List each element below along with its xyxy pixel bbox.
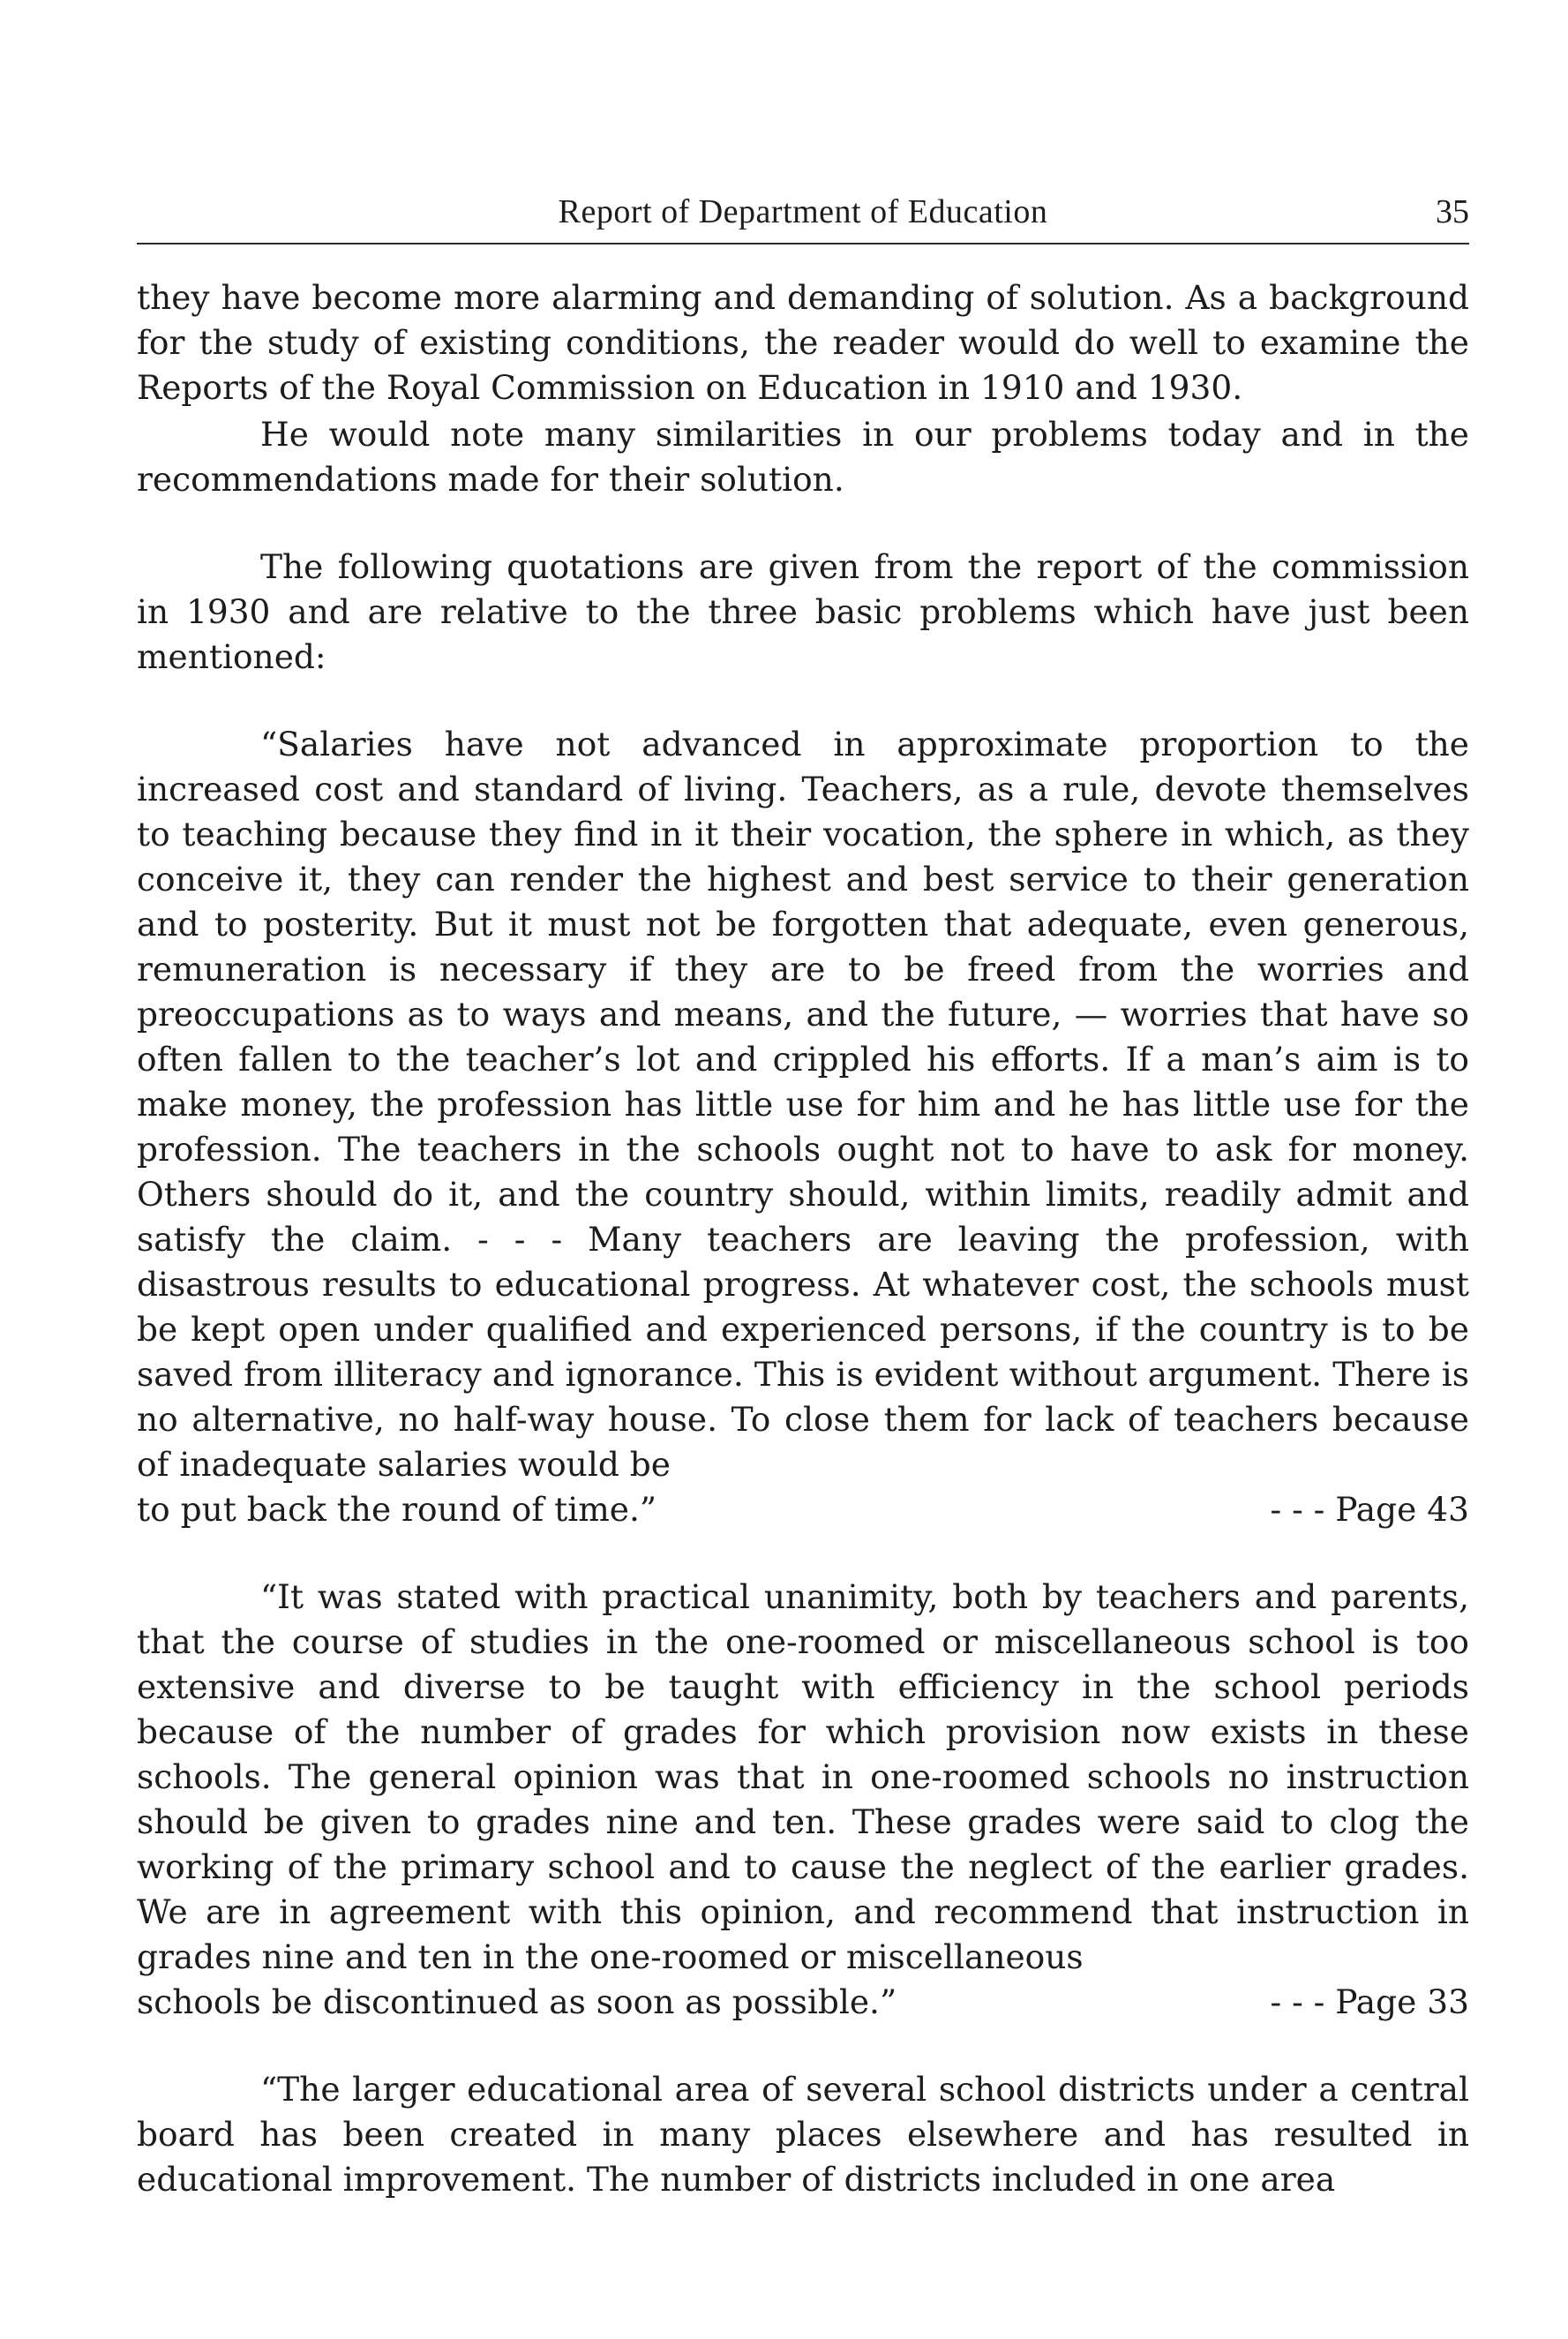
quote-salaries <box>137 722 1469 1532</box>
quote-larger-area <box>137 2067 1469 2202</box>
running-head <box>137 185 1469 238</box>
quote-course-of-studies <box>137 1575 1469 2025</box>
quote-salaries-last-text: to put back the round of time.” <box>137 1490 657 1529</box>
running-title: Report of Department of Education <box>558 193 1048 230</box>
paragraph-similarities: He would note many similarities in our problems today and in the recommendations made for their solution. <box>137 415 1469 499</box>
header-rule <box>137 243 1469 244</box>
quote-salaries-citation: - - - Page 43 <box>1270 1490 1469 1529</box>
body-text <box>137 275 1469 2202</box>
quote-course-text: “It was stated with practical unanimity, both by teachers and parents, that the course of studies in the one-roomed or miscellaneous school is too extensive and diverse to be taught with efficiency in the school periods because of the number of grades for which provision now exists in these schools. The general opinion was that in one-roomed schools no instruction should be given to grades nine and ten. These grades were said to clog the working of the primary school and to cause the neglect of the earlier grades. We are in agreement with this opinion, and recommend that instruction in grades nine and ten in the one-roomed or miscellaneous <box>137 1577 1469 1976</box>
quote-salaries-last-line <box>137 1487 1469 1532</box>
paragraph-continued: they have become more alarming and demanding of solution. As a background for the study of existing conditions, the reader would do well to examine the Reports of the Royal Commission on Education in 1910 and 1930. <box>137 278 1469 407</box>
quote-larger-area-text: “The larger educational area of several school districts under a central board has been created in many places elsewhere and has resulted in educational improvement. The number of districts included in one area <box>137 2070 1469 2199</box>
quote-salaries-text: “Salaries have not advanced in approximate proportion to the increased cost and standard of living. Teachers, as a rule, devote themselves to teaching because they find in it their vocation, the sphere in which, as they conceive it, they can render the highest and best service to their generation and to posterity. But it must not be forgotten that adequate, even generous, remuneration is necessary if they are to be freed from the worries and preoccupations as to ways and means, and the future, — worries that have so often fallen to the teacher’s lot and crippled his efforts. If a man’s aim is to make money, the profession has little use for him and he has little use for the profession. The teachers in the schools ought not to have to ask for money. Others should do it, and the country should, within limits, readily admit and satisfy the claim. - - - Many teachers are leaving the profession, with disastrous results to educational progress. At whatever cost, the schools must be kept open under qualified and experienced persons, if the country is to be saved from illiteracy and ignorance. This is evident without argument. There is no alternative, no half-way house. To close them for lack of teachers because of inadequate salaries would be <box>137 725 1469 1484</box>
quote-course-citation: - - - Page 33 <box>1270 1982 1469 2021</box>
quote-course-last-line <box>137 1980 1469 2025</box>
paragraph-quotations-intro: The following quotations are given from the report of the commission in 1930 and are relative to the three basic problems which have just been mentioned: <box>137 547 1469 676</box>
page-number: 35 <box>1436 193 1469 230</box>
quote-course-last-text: schools be discontinued as soon as possible.” <box>137 1982 897 2021</box>
